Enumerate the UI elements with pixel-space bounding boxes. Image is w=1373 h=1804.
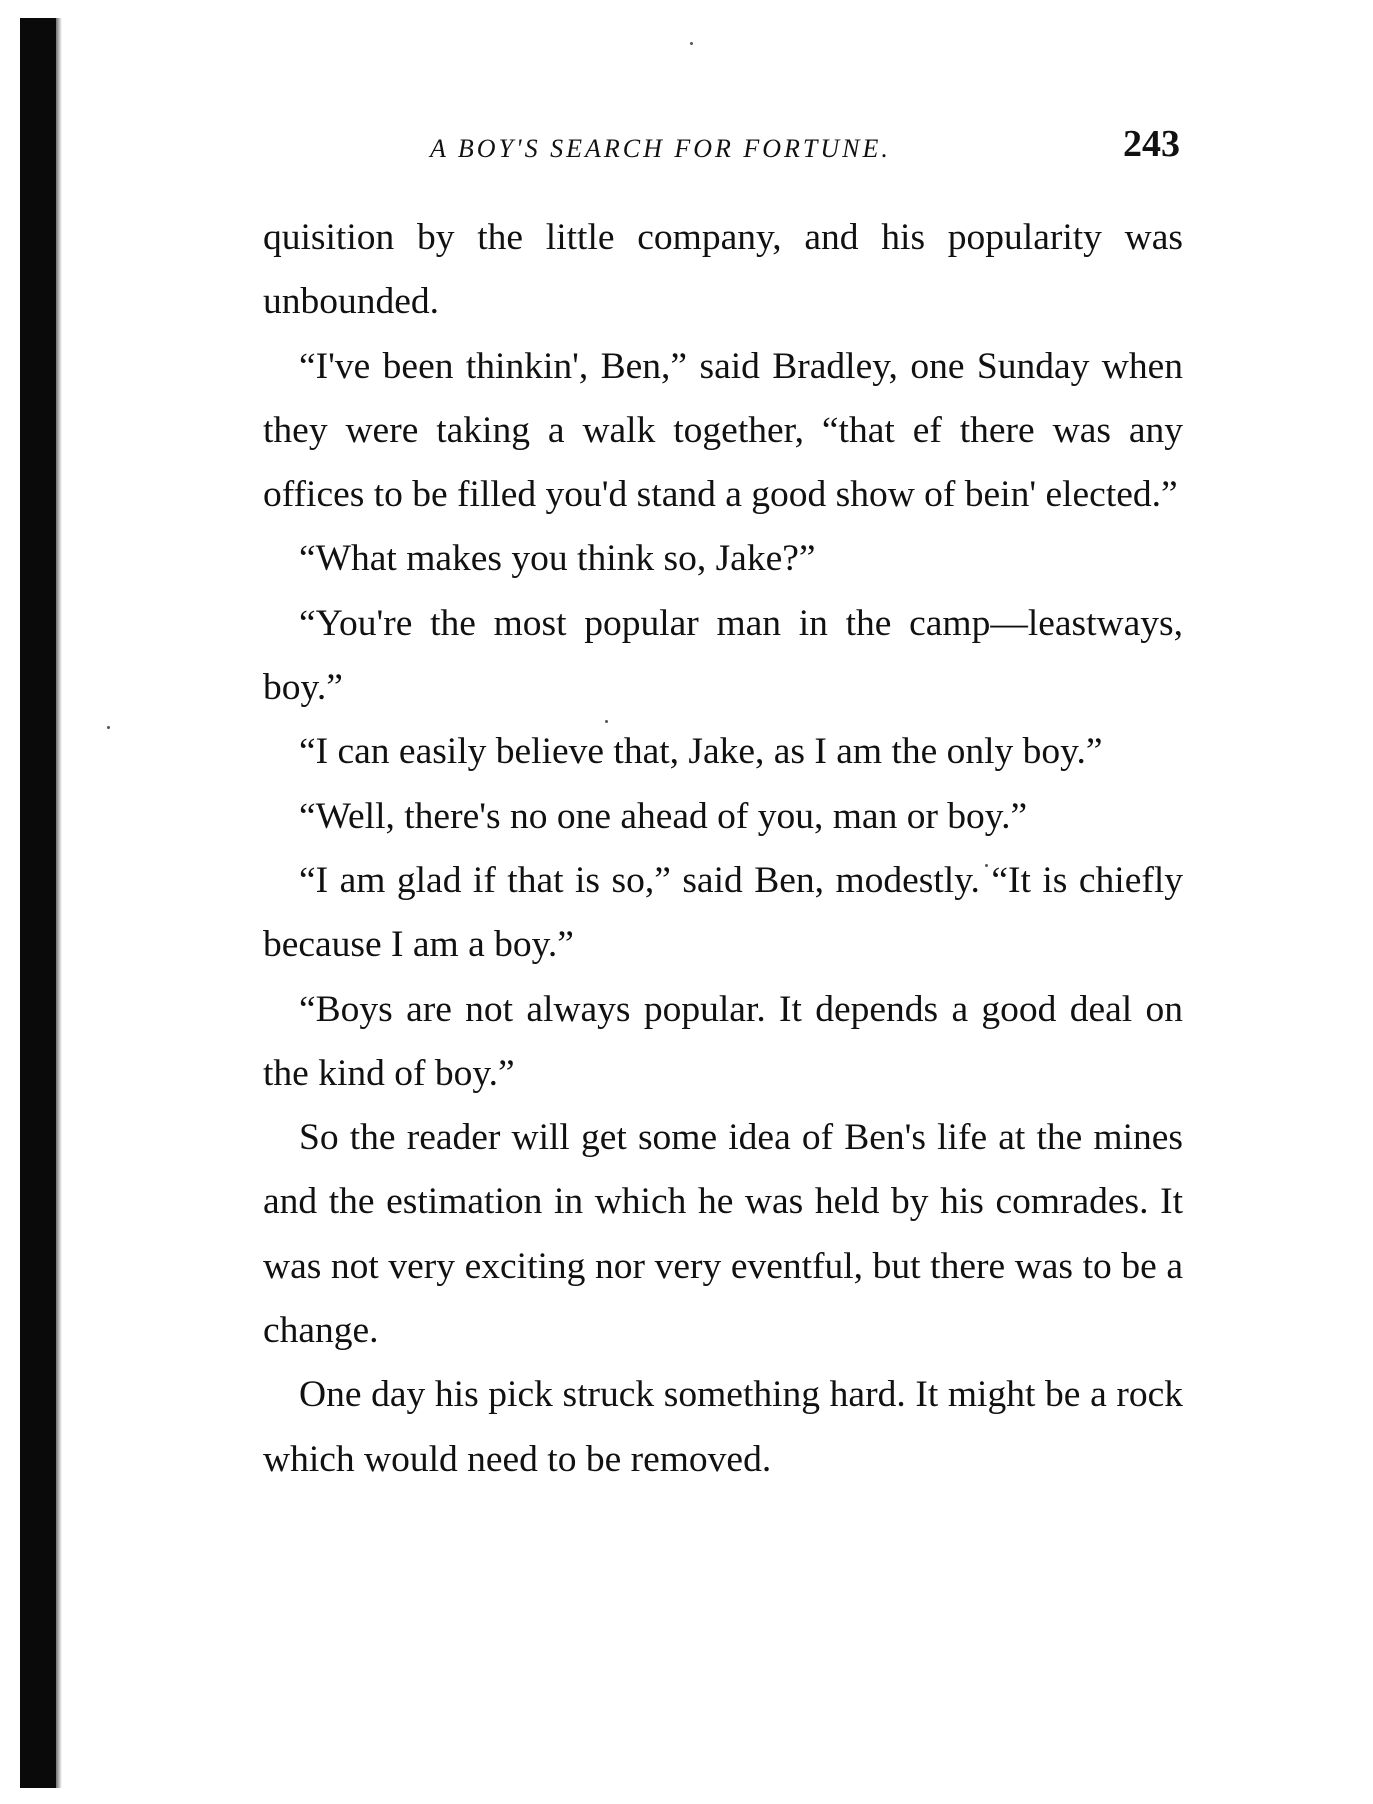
paper-speck [107,726,110,729]
paragraph: “Well, there's no one ahead of you, man or boy.” [299,795,1028,837]
running-title: A BOY'S SEARCH FOR FORTUNE. [430,134,891,163]
paragraph: “I've been thinkin', Ben,” said Bradley, one Sunday when they were taking a walk together, “that ef there was any offices to be filled you'd stand a good show of bein' elected.” [263,345,1183,516]
page-number: 243 [1123,123,1180,165]
paragraph: “I can easily believe that, Jake, as I am the only boy.” [299,731,1103,773]
page-header [400,122,1180,172]
paragraph: quisition by the little company, and his popularity was unbounded. [263,217,1183,323]
paragraph: So the reader will get some idea of Ben's life at the mines and the estimation in which he was held by his comrades. It was not very exciting nor very eventful, but there was to be a change. [263,1117,1183,1352]
book-binding-shadow [20,18,56,1788]
paragraph: “I am glad if that is so,” said Ben, modestly. “It is chiefly because I am a boy.” [263,859,1183,966]
paragraph: “You're the most popular man in the camp—leastways, boy.” [263,602,1183,709]
paragraph: One day his pick struck something hard. It might be a rock which would need to be removed. [263,1374,1183,1480]
body-text [263,206,1183,1492]
paragraph: “What makes you think so, Jake?” [299,538,816,580]
paragraph: “Boys are not always popular. It depends a good deal on the kind of boy.” [263,988,1183,1094]
paper-speck [690,42,693,45]
